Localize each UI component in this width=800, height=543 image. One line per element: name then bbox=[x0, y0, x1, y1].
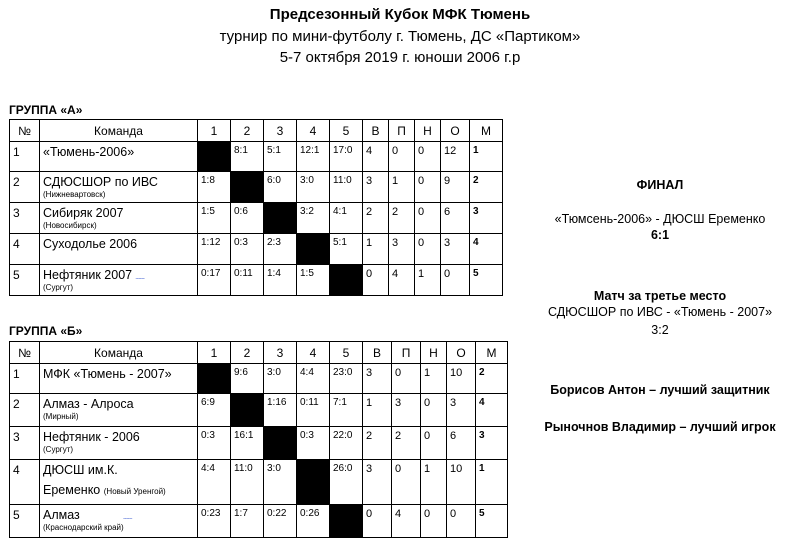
score-cell: 11:0 bbox=[231, 460, 264, 505]
score-cell: 16:1 bbox=[231, 427, 264, 460]
team-city: (Нижневартовск) bbox=[43, 190, 106, 199]
score-cell: 0:11 bbox=[231, 265, 264, 296]
col-header: О bbox=[441, 120, 470, 142]
team-name: Сибиряк 2007 bbox=[43, 206, 124, 220]
score-cell: 1:7 bbox=[231, 505, 264, 538]
place-cell: 3 bbox=[476, 427, 508, 460]
page-dates: 5-7 октября 2019 г. юноши 2006 г.р bbox=[279, 49, 521, 66]
wins-cell: 0 bbox=[363, 265, 389, 296]
header bbox=[0, 4, 800, 68]
team-name: Алмаз - Алроса bbox=[43, 397, 134, 411]
score-cell: 0:11 bbox=[297, 394, 330, 427]
team-city: (Мирный) bbox=[43, 412, 79, 421]
team-name: ДЮСШ им.К. bbox=[43, 463, 118, 477]
table-row bbox=[10, 460, 508, 505]
score-cell: 3:0 bbox=[264, 460, 297, 505]
final-match: «Тюмсень-2006» - ДЮСШ Еременко bbox=[554, 212, 766, 226]
score-cell: 12:1 bbox=[297, 142, 330, 172]
place-cell: 1 bbox=[476, 460, 508, 505]
place-cell: 3 bbox=[470, 203, 503, 234]
col-header: П bbox=[392, 342, 421, 364]
self-match-cell bbox=[297, 460, 330, 505]
team-name-line bbox=[43, 505, 194, 523]
col-header: 5 bbox=[330, 120, 363, 142]
row-number: 5 bbox=[10, 265, 40, 296]
spellcheck-mark: ﹏ bbox=[135, 270, 145, 280]
award-defender: Борисов Антон – лучший защитник bbox=[550, 383, 770, 397]
losses-cell: 0 bbox=[392, 460, 421, 505]
losses-cell: 1 bbox=[389, 172, 415, 203]
score-cell: 4:4 bbox=[198, 460, 231, 505]
col-header: В bbox=[363, 342, 392, 364]
team-cell bbox=[40, 265, 198, 296]
col-header: 2 bbox=[231, 342, 264, 364]
wins-cell: 1 bbox=[363, 234, 389, 265]
draws-cell: 0 bbox=[415, 172, 441, 203]
wins-cell: 2 bbox=[363, 203, 389, 234]
team-cell bbox=[40, 234, 198, 265]
table-row bbox=[10, 265, 503, 296]
row-number: 1 bbox=[10, 364, 40, 394]
team-city: (Краснодарский край) bbox=[43, 523, 124, 532]
score-cell: 22:0 bbox=[330, 427, 363, 460]
row-number: 4 bbox=[10, 234, 40, 265]
score-cell: 5:1 bbox=[330, 234, 363, 265]
place-cell: 1 bbox=[470, 142, 503, 172]
wins-cell: 4 bbox=[363, 142, 389, 172]
col-header: М bbox=[476, 342, 508, 364]
group-a-header-row bbox=[10, 120, 503, 142]
wins-cell: 3 bbox=[363, 172, 389, 203]
col-header: М bbox=[470, 120, 503, 142]
row-number: 3 bbox=[10, 427, 40, 460]
points-cell: 6 bbox=[447, 427, 476, 460]
table-row bbox=[10, 142, 503, 172]
team-city: (Новосибирск) bbox=[43, 221, 97, 230]
third-place-block bbox=[520, 289, 800, 337]
score-cell: 1:16 bbox=[264, 394, 297, 427]
col-header: 4 bbox=[297, 120, 330, 142]
team-name-line bbox=[43, 265, 194, 283]
self-match-cell bbox=[198, 142, 231, 172]
score-cell: 7:1 bbox=[330, 394, 363, 427]
col-header: Н bbox=[415, 120, 441, 142]
draws-cell: 0 bbox=[415, 142, 441, 172]
score-cell: 3:2 bbox=[297, 203, 330, 234]
group-b-table bbox=[9, 341, 508, 538]
self-match-cell bbox=[264, 427, 297, 460]
col-header: № bbox=[10, 120, 40, 142]
team-name-cont: Еременко bbox=[43, 483, 101, 497]
place-cell: 2 bbox=[476, 364, 508, 394]
points-cell: 10 bbox=[447, 460, 476, 505]
table-row bbox=[10, 394, 508, 427]
score-cell: 26:0 bbox=[330, 460, 363, 505]
score-cell: 11:0 bbox=[330, 172, 363, 203]
points-cell: 10 bbox=[447, 364, 476, 394]
col-header: О bbox=[447, 342, 476, 364]
score-cell: 0:23 bbox=[198, 505, 231, 538]
final-score: 6:1 bbox=[650, 228, 670, 242]
score-cell: 3:0 bbox=[297, 172, 330, 203]
self-match-cell bbox=[198, 364, 231, 394]
points-cell: 0 bbox=[447, 505, 476, 538]
col-header: Команда bbox=[40, 120, 198, 142]
score-cell: 9:6 bbox=[231, 364, 264, 394]
score-cell: 3:0 bbox=[264, 364, 297, 394]
group-b-title: ГРУППА «Б» bbox=[9, 324, 83, 338]
row-number: 4 bbox=[10, 460, 40, 505]
team-city: (Сургут) bbox=[43, 445, 74, 454]
col-header: 5 bbox=[330, 342, 363, 364]
col-header: Н bbox=[421, 342, 447, 364]
team-name: Суходолье 2006 bbox=[43, 237, 138, 251]
third-place-match: СДЮСШОР по ИВС - «Тюмень - 2007» bbox=[547, 305, 773, 319]
team-city: (Новый Уренгой) bbox=[103, 487, 166, 496]
table-row bbox=[10, 364, 508, 394]
row-number: 5 bbox=[10, 505, 40, 538]
third-place-score: 3:2 bbox=[651, 323, 669, 337]
table-row bbox=[10, 505, 508, 538]
draws-cell: 1 bbox=[421, 364, 447, 394]
place-cell: 4 bbox=[476, 394, 508, 427]
losses-cell: 3 bbox=[392, 394, 421, 427]
losses-cell: 4 bbox=[389, 265, 415, 296]
team-cell bbox=[40, 172, 198, 203]
row-number: 2 bbox=[10, 394, 40, 427]
third-place-title: Матч за третье место bbox=[593, 289, 727, 303]
award-player: Рыночнов Владимир – лучший игрок bbox=[544, 420, 776, 434]
final-title: ФИНАЛ bbox=[636, 178, 684, 192]
place-cell: 4 bbox=[470, 234, 503, 265]
draws-cell: 1 bbox=[421, 460, 447, 505]
self-match-cell bbox=[264, 203, 297, 234]
self-match-cell bbox=[330, 505, 363, 538]
score-cell: 4:1 bbox=[330, 203, 363, 234]
wins-cell: 0 bbox=[363, 505, 392, 538]
score-cell: 6:9 bbox=[198, 394, 231, 427]
losses-cell: 0 bbox=[392, 364, 421, 394]
draws-cell: 0 bbox=[415, 234, 441, 265]
losses-cell: 2 bbox=[392, 427, 421, 460]
team-city: (Сургут) bbox=[43, 283, 74, 292]
col-header: 2 bbox=[231, 120, 264, 142]
wins-cell: 3 bbox=[363, 460, 392, 505]
group-a-title: ГРУППА «А» bbox=[9, 103, 83, 117]
team-cell bbox=[40, 427, 198, 460]
score-cell: 6:0 bbox=[264, 172, 297, 203]
team-name: Нефтяник 2007 bbox=[43, 268, 133, 282]
group-a-table bbox=[9, 119, 503, 296]
score-cell: 2:3 bbox=[264, 234, 297, 265]
score-cell: 1:4 bbox=[264, 265, 297, 296]
score-cell: 1:5 bbox=[297, 265, 330, 296]
draws-cell: 0 bbox=[415, 203, 441, 234]
score-cell: 4:4 bbox=[297, 364, 330, 394]
draws-cell: 0 bbox=[421, 394, 447, 427]
self-match-cell bbox=[330, 265, 363, 296]
losses-cell: 2 bbox=[389, 203, 415, 234]
points-cell: 9 bbox=[441, 172, 470, 203]
score-cell: 23:0 bbox=[330, 364, 363, 394]
row-number: 1 bbox=[10, 142, 40, 172]
points-cell: 3 bbox=[441, 234, 470, 265]
points-cell: 3 bbox=[447, 394, 476, 427]
team-name: Алмаз bbox=[43, 508, 80, 522]
self-match-cell bbox=[231, 172, 264, 203]
points-cell: 12 bbox=[441, 142, 470, 172]
score-cell: 0:22 bbox=[264, 505, 297, 538]
spellcheck-mark: ﹏ bbox=[123, 510, 133, 520]
table-row bbox=[10, 427, 508, 460]
score-cell: 17:0 bbox=[330, 142, 363, 172]
self-match-cell bbox=[297, 234, 330, 265]
points-cell: 0 bbox=[441, 265, 470, 296]
col-header: 1 bbox=[198, 120, 231, 142]
score-cell: 0:3 bbox=[198, 427, 231, 460]
score-cell: 1:8 bbox=[198, 172, 231, 203]
team-cell bbox=[40, 394, 198, 427]
score-cell: 0:6 bbox=[231, 203, 264, 234]
draws-cell: 0 bbox=[421, 505, 447, 538]
row-number: 2 bbox=[10, 172, 40, 203]
group-b-header-row bbox=[10, 342, 508, 364]
team-cell bbox=[40, 505, 198, 538]
score-cell: 0:17 bbox=[198, 265, 231, 296]
col-header: В bbox=[363, 120, 389, 142]
wins-cell: 2 bbox=[363, 427, 392, 460]
team-cell bbox=[40, 203, 198, 234]
col-header: 1 bbox=[198, 342, 231, 364]
wins-cell: 3 bbox=[363, 364, 392, 394]
score-cell: 0:26 bbox=[297, 505, 330, 538]
wins-cell: 1 bbox=[363, 394, 392, 427]
col-header: П bbox=[389, 120, 415, 142]
points-cell: 6 bbox=[441, 203, 470, 234]
score-cell: 5:1 bbox=[264, 142, 297, 172]
col-header: 3 bbox=[264, 120, 297, 142]
table-row bbox=[10, 172, 503, 203]
losses-cell: 3 bbox=[389, 234, 415, 265]
team-cell bbox=[40, 364, 198, 394]
losses-cell: 4 bbox=[392, 505, 421, 538]
team-cell bbox=[40, 460, 198, 505]
team-name: СДЮСШОР по ИВС bbox=[43, 175, 158, 189]
place-cell: 2 bbox=[470, 172, 503, 203]
team-name: «Тюмень-2006» bbox=[43, 145, 135, 159]
team-name: Нефтяник - 2006 bbox=[43, 430, 140, 444]
score-cell: 1:5 bbox=[198, 203, 231, 234]
table-row bbox=[10, 203, 503, 234]
score-cell: 1:12 bbox=[198, 234, 231, 265]
losses-cell: 0 bbox=[389, 142, 415, 172]
place-cell: 5 bbox=[476, 505, 508, 538]
score-cell: 0:3 bbox=[297, 427, 330, 460]
score-cell: 0:3 bbox=[231, 234, 264, 265]
self-match-cell bbox=[231, 394, 264, 427]
col-header: Команда bbox=[40, 342, 198, 364]
place-cell: 5 bbox=[470, 265, 503, 296]
team-cell bbox=[40, 142, 198, 172]
col-header: 4 bbox=[297, 342, 330, 364]
page-title: Предсезонный Кубок МФК Тюмень bbox=[269, 6, 531, 23]
draws-cell: 0 bbox=[421, 427, 447, 460]
col-header: № bbox=[10, 342, 40, 364]
team-name: МФК «Тюмень - 2007» bbox=[43, 367, 172, 381]
final-block bbox=[520, 178, 800, 242]
page-subtitle: турнир по мини-футболу г. Тюмень, ДС «Партиком» bbox=[219, 28, 581, 45]
score-cell: 8:1 bbox=[231, 142, 264, 172]
team-name-line-2 bbox=[43, 478, 194, 500]
draws-cell: 1 bbox=[415, 265, 441, 296]
row-number: 3 bbox=[10, 203, 40, 234]
table-row bbox=[10, 234, 503, 265]
col-header: 3 bbox=[264, 342, 297, 364]
